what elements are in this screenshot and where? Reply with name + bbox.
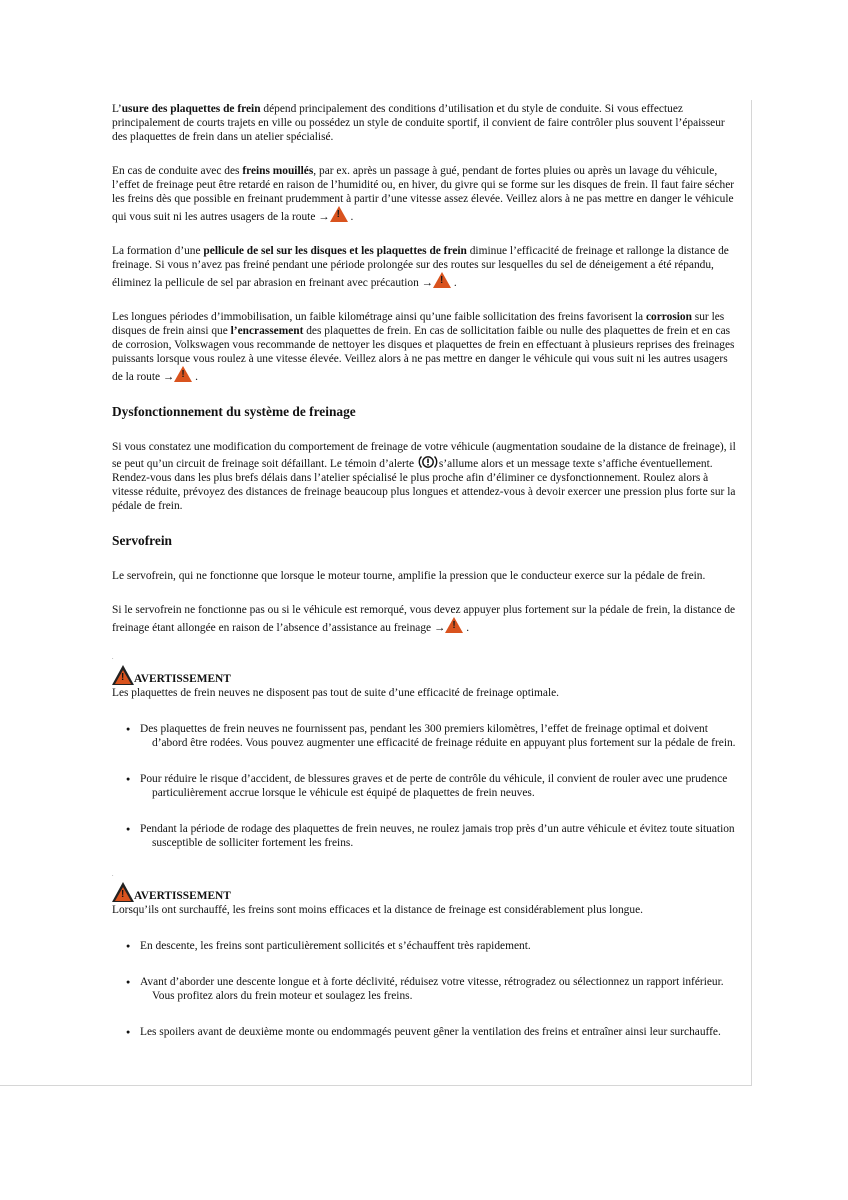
marker-dot: . — [112, 655, 114, 661]
marker-dot: . — [112, 872, 114, 878]
bold-term: freins mouillés — [242, 165, 314, 177]
warning-intro: Lorsqu’ils ont surchauffé, les freins sont moins efficaces et la distance de freinage est considérablement plus longue. — [112, 904, 643, 916]
paragraph-corrosion — [112, 310, 738, 384]
text: . — [192, 371, 199, 383]
warning-header — [112, 882, 738, 903]
text: , par ex. après un passage à gué, pendant de fortes pluies ou après un lavage du véhicule, l’effet de freinage peut être retardé en raison de l’humidité ou, en hiver, du givre qui se forme sur les disques de frein. Il faut faire sécher les freins dès que possible en freinant prudemment à partir d’une vitesse assez élevée. Veillez alors à ne pas mettre en danger le véhicule qui vous suit ni les autres usagers de la route — [112, 165, 735, 223]
text: La formation d’une — [112, 245, 204, 257]
document-body — [112, 102, 738, 1061]
warning-list — [112, 722, 738, 850]
heading-servofrein: Servofrein — [112, 533, 172, 548]
warning-triangle-icon — [112, 665, 134, 685]
arrow-ref: → — [162, 371, 175, 383]
warning-triangle-icon — [112, 882, 134, 902]
paragraph-salt-film — [112, 244, 738, 290]
list-item: ● En descente, les freins sont particulièrement sollicités et s’échauffent très rapidement. — [112, 939, 738, 953]
text: des plaquettes de frein. En cas de sollicitation faible ou nulle des plaquettes de frein et en cas de corrosion, Volkswagen vous recommande de nettoyer les disques et plaquettes de frein en effectuant à plusieurs reprises des freinages puissants lorsque vous roulez à une vitesse élevée. Veillez alors à ne pas mettre en danger le véhicule qui vous suit ni les autres usagers de la route — [112, 325, 735, 383]
bold-term: l’encrassement — [230, 325, 304, 337]
list-item: ● Avant d’aborder une descente longue et à forte déclivité, réduisez votre vitesse, rétrogradez ou sélectionnez un rapport inférieur. Vous profitez alors du frein moteur et soulagez les freins. — [112, 975, 738, 1003]
warning-title: AVERTISSEMENT — [134, 890, 231, 902]
heading-brake-malfunction: Dysfonctionnement du système de freinage — [112, 404, 356, 419]
list-item: ● Les spoilers avant de deuxième monte ou endommagés peuvent gêner la ventilation des freins et entraîner ainsi leur surchauffe. — [112, 1025, 738, 1039]
bold-term: corrosion — [645, 311, 692, 323]
paragraph-servofrein: Le servofrein, qui ne fonctionne que lorsque le moteur tourne, amplifie la pression que le conducteur exerce sur la pédale de frein. — [112, 570, 706, 582]
list-item: ● Des plaquettes de frein neuves ne fournissent pas, pendant les 300 premiers kilomètres, l’effet de freinage optimal et doivent d’abord être rodées. Vous pouvez augmenter une efficacité de freinage réduite en appuyant plus fortement sur la pédale de frein. — [112, 722, 738, 750]
text: sur les disques de frein ainsi que — [112, 311, 725, 337]
text: En cas de conduite avec des — [112, 165, 243, 177]
paragraph-malfunction — [112, 440, 738, 513]
list-item: ● Pour réduire le risque d’accident, de blessures graves et de perte de contrôle du véhicule, il convient de rouler avec une prudence particulièrement accrue lorsque le véhicule est équipé de plaquettes de frein neuves. — [112, 772, 738, 800]
text: . — [347, 211, 354, 223]
warning-title: AVERTISSEMENT — [134, 673, 231, 685]
warning-block-new-pads — [112, 655, 738, 850]
warning-triangle-icon[interactable] — [330, 206, 348, 222]
warning-header — [112, 665, 738, 686]
text: Si vous constatez une modification du comportement de freinage de votre véhicule (augmentation soudaine de la distance de freinage), il se peut qu’un circuit de freinage soit défaillant. Le témoin d’alerte — [112, 441, 736, 470]
text: . — [463, 622, 470, 634]
warning-list — [112, 939, 738, 1039]
bold-term: usure des plaquettes de frein — [121, 103, 261, 115]
bold-term: pellicule de sel sur les disques et les plaquettes de frein — [203, 245, 467, 257]
list-item: ● Pendant la période de rodage des plaquettes de frein neuves, ne roulez jamais trop près d’un autre véhicule et évitez toute situation susceptible de solliciter fortement les freins. — [112, 822, 738, 850]
text: Si le servofrein ne fonctionne pas ou si le véhicule est remorqué, vous devez appuyer plus fortement sur la pédale de frein, la distance de freinage étant allongée en raison de l’absence d’assistance au freinage — [112, 604, 736, 634]
warning-triangle-icon[interactable] — [174, 366, 192, 382]
brake-warning-lamp-icon — [418, 454, 438, 470]
paragraph-brake-pad-wear — [112, 102, 738, 144]
arrow-ref: → — [318, 211, 330, 223]
warning-triangle-icon[interactable] — [445, 617, 463, 633]
warning-intro: Les plaquettes de frein neuves ne disposent pas tout de suite d’une efficacité de freinage optimale. — [112, 687, 560, 699]
warning-triangle-icon[interactable] — [433, 272, 451, 288]
arrow-ref: → — [421, 277, 434, 289]
paragraph-wet-brakes — [112, 164, 738, 224]
text: dépend principalement des conditions d’utilisation et du style de conduite. Si vous effectuez principalement de courts trajets en ville ou possédez un style de conduite sportif, il convient de faire contrôler plus souvent l’épaisseur des plaquettes de frein dans un atelier spécialisé. — [112, 103, 725, 143]
warning-block-overheating — [112, 872, 738, 1039]
text: . — [451, 277, 457, 289]
text: Les longues périodes d’immobilisation, un faible kilométrage ainsi qu’une faible sollicitation des freins favorisent la — [112, 311, 646, 323]
text: L’ — [112, 103, 122, 115]
text: s’allume alors et un message texte s’affiche éventuellement. Rendez-vous dans les plus brefs délais dans l’atelier spécialisé le plus proche afin d’éliminer ce dysfonctionnement. Roulez alors à vitesse réduite, prévoyez des distances de freinage beaucoup plus longues et attendez-vous à devoir exercer une pression plus forte sur la pédale de frein. — [112, 458, 736, 512]
paragraph-servofrein-failure — [112, 603, 738, 635]
text: diminue l’efficacité de freinage et rallonge la distance de freinage. Si vous n’avez pas freiné pendant une période prolongée sur des routes sur lesquelles du sel de déneigement a été répandu, éliminez la pellicule de sel par abrasion en freinant avec précaution — [112, 245, 729, 289]
arrow-ref: → — [433, 622, 446, 634]
